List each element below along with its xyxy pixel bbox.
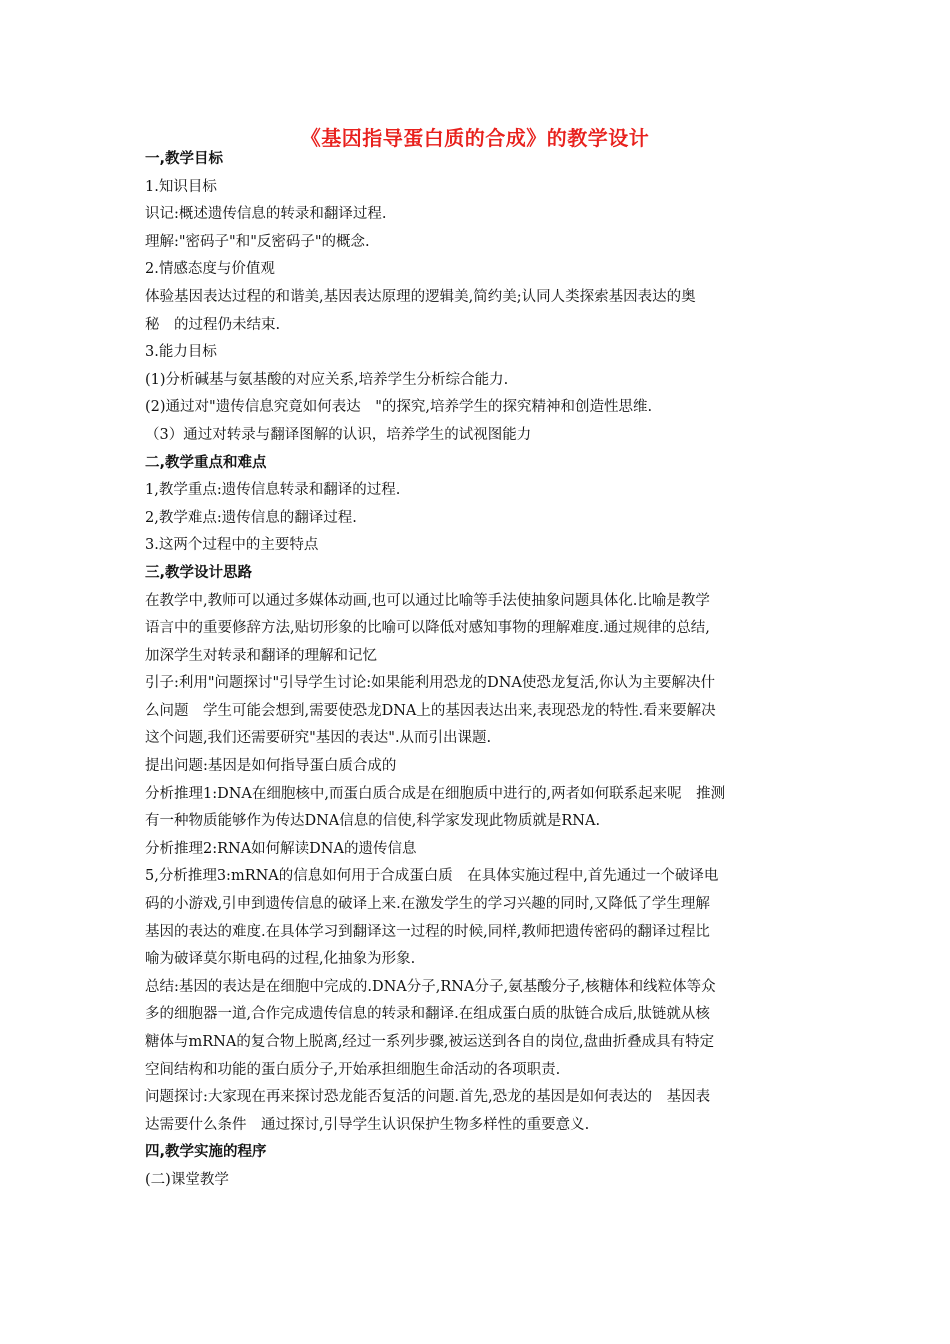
paragraph: 提出问题:基因是如何指导蛋白质合成的 (145, 758, 397, 775)
paragraph: (1)分析碱基与氨基酸的对应关系,培养学生分析综合能力. (145, 371, 509, 388)
paragraph: 加深学生对转录和翻译的理解和记忆 (145, 647, 377, 664)
paragraph: 理解:"密码子"和"反密码子"的概念. (145, 233, 370, 250)
paragraph: 喻为破译莫尔斯电码的过程,化抽象为形象. (145, 951, 416, 968)
paragraph: 在教学中,教师可以通过多媒体动画,也可以通过比喻等手法使抽象问题具体化.比喻是教学 (145, 592, 710, 609)
paragraph: 糖体与mRNA的复合物上脱离,经过一系列步骤,被运送到各自的岗位,盘曲折叠成具有特定 (145, 1034, 715, 1050)
paragraph: 这个问题,我们还需要研究"基因的表达".从而引出课题. (145, 730, 492, 747)
paragraph: 空间结构和功能的蛋白质分子,开始承担细胞生命活动的各项职责. (145, 1061, 561, 1078)
paragraph: (二)课堂教学 (145, 1171, 229, 1188)
paragraph: 总结:基因的表达是在细胞中完成的.DNA分子,RNA分子,氨基酸分子,核糖体和线粒体等众 (145, 978, 716, 995)
list-item: 3.这两个过程中的主要特点 (145, 537, 319, 554)
subheading-knowledge: 1.知识目标 (145, 178, 217, 195)
paragraph: 引子:利用"问题探讨"引导学生讨论:如果能利用恐龙的DNA使恐龙复活,你认为主要解决什 (145, 675, 715, 692)
paragraph: (2)通过对"遗传信息究竟如何表达 "的探究,培养学生的探究精神和创造性思维. (145, 399, 653, 416)
document-title: 《基因指导蛋白质的合成》的教学设计 (300, 126, 650, 150)
section-heading-keypoints: 二,教学重点和难点 (145, 454, 267, 471)
subheading-attitude: 2.情感态度与价值观 (145, 261, 275, 278)
paragraph: （3）通过对转录与翻译图解的认识，培养学生的试视图能力 (145, 426, 532, 443)
paragraph: 么问题 学生可能会想到,需要使恐龙DNA上的基因表达出来,表现恐龙的特性.看来要解决 (145, 702, 716, 719)
paragraph: 语言中的重要修辞方法,贴切形象的比喻可以降低对感知事物的理解难度.通过规律的总结, (145, 620, 710, 637)
paragraph: 码的小游戏,引申到遗传信息的破译上来.在激发学生的学习兴趣的同时,又降低了学生理解 (145, 896, 710, 913)
paragraph: 多的细胞器一道,合作完成遗传信息的转录和翻译.在组成蛋白质的肽链合成后,肽链就从核 (145, 1006, 710, 1023)
paragraph: 基因的表达的难度.在具体学习到翻译这一过程的时候,同样,教师把遗传密码的翻译过程比 (145, 923, 710, 940)
paragraph: 达需要什么条件 通过探讨,引导学生认识保护生物多样性的重要意义. (145, 1116, 590, 1133)
paragraph: 有一种物质能够作为传达DNA信息的信使,科学家发现此物质就是RNA. (145, 813, 601, 830)
paragraph: 秘 的过程仍未结束. (145, 316, 281, 333)
document-body (145, 146, 810, 1195)
paragraph: 分析推理1:DNA在细胞核中,而蛋白质合成是在细胞质中进行的,两者如何联系起来呢 推测 (145, 785, 726, 802)
section-heading-design: 三,教学设计思路 (145, 564, 253, 581)
section-heading-procedure: 四,教学实施的程序 (145, 1144, 267, 1161)
list-item: 1,教学重点:遗传信息转录和翻译的过程. (145, 482, 401, 499)
paragraph: 5,分析推理3:mRNA的信息如何用于合成蛋白质 在具体实施过程中,首先通过一个破译电 (145, 868, 719, 885)
subheading-ability: 3.能力目标 (145, 344, 217, 361)
section-heading-goals: 一,教学目标 (145, 151, 224, 167)
paragraph: 分析推理2:RNA如何解读DNA的遗传信息 (145, 840, 417, 857)
paragraph: 体验基因表达过程的和谐美,基因表达原理的逻辑美,简约美;认同人类探索基因表达的奥 (145, 288, 696, 305)
list-item: 2,教学难点:遗传信息的翻译过程. (145, 509, 357, 526)
paragraph: 问题探讨:大家现在再来探讨恐龙能否复活的问题.首先,恐龙的基因是如何表达的 基因表 (145, 1089, 711, 1106)
paragraph: 识记:概述遗传信息的转录和翻译过程. (145, 206, 387, 223)
